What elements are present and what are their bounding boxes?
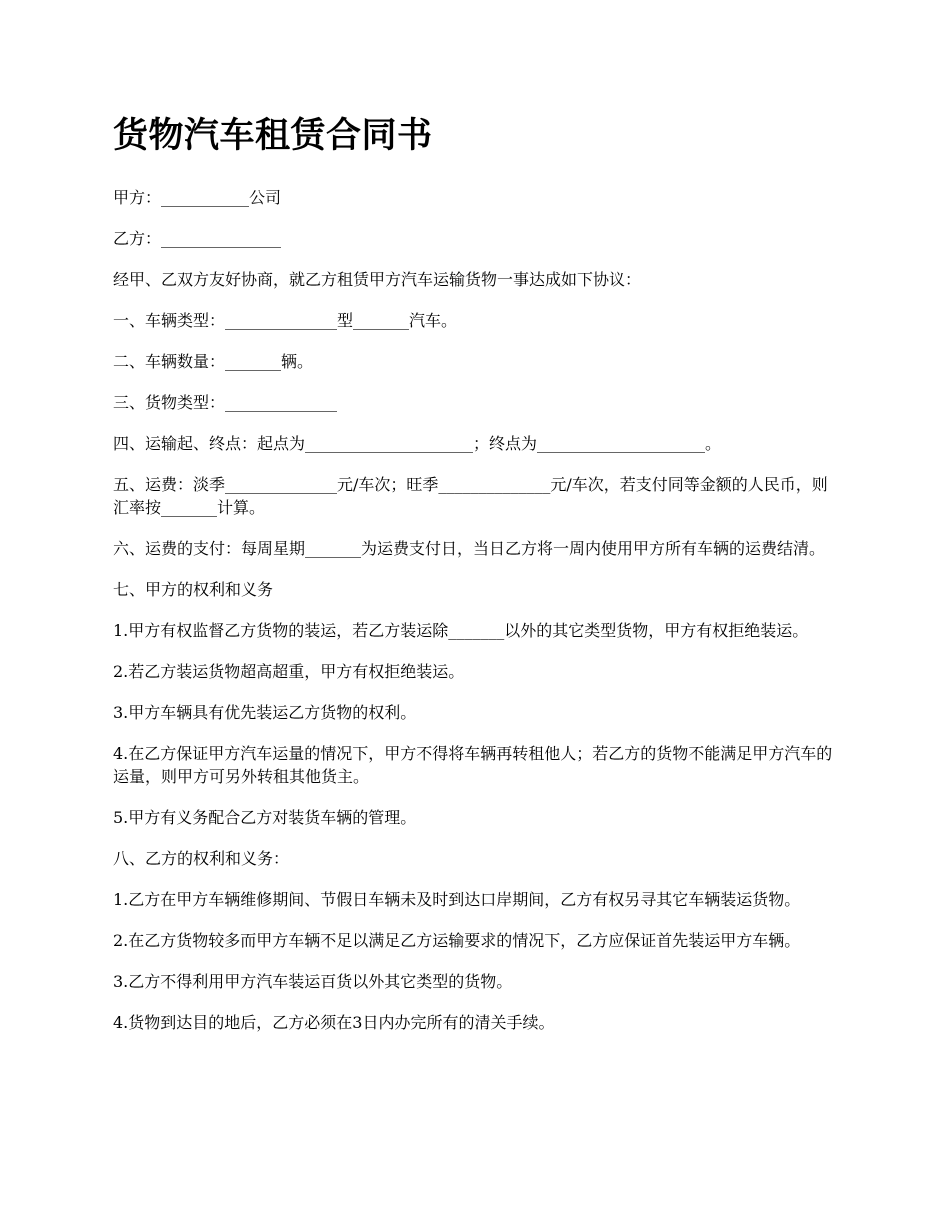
preamble-paragraph: 经甲、乙双方友好协商，就乙方租赁甲方汽车运输货物一事达成如下协议： (113, 270, 642, 289)
party-a-item-4: 4.在乙方保证甲方汽车运量的情况下，甲方不得将车辆再转租他人；若乙方的货物不能满足甲方汽车的运量，则甲方可另外转租其他货主。 (113, 744, 833, 786)
clause-vehicle-type: 一、车辆类型：______________型_______汽车。 (113, 311, 458, 330)
document-page (113, 112, 838, 1052)
section-party-b-rights: 八、乙方的权利和义务： (113, 849, 290, 868)
clause-cargo-type: 三、货物类型：______________ (113, 393, 338, 412)
party-a-item-3: 3.甲方车辆具有优先装运乙方货物的权利。 (113, 703, 417, 722)
clause-route: 四、运输起、终点：起点为_____________________；终点为_____________________。 (113, 434, 722, 453)
clause-freight-rate: 五、运费：淡季______________元/车次；旺季______________元/车次，若支付同等金额的人民币，则汇率按_______计算。 (113, 475, 828, 517)
party-b-item-3: 3.乙方不得利用甲方汽车装运百货以外其它类型的货物。 (113, 972, 513, 991)
clause-vehicle-count: 二、车辆数量：_______辆。 (113, 352, 314, 371)
party-a-item-1: 1.甲方有权监督乙方货物的装运，若乙方装运除_______以外的其它类型货物，甲方有权拒绝装运。 (113, 621, 809, 640)
party-b-item-4: 4.货物到达目的地后，乙方必须在3日内办完所有的清关手续。 (113, 1013, 555, 1032)
party-a-item-5: 5.甲方有义务配合乙方对装货车辆的管理。 (113, 808, 417, 827)
document-title: 货物汽车租赁合同书 (113, 115, 433, 156)
clause-freight-payment: 六、运费的支付：每周星期_______为运费支付日，当日乙方将一周内使用甲方所有车辆的运费结清。 (113, 539, 826, 558)
party-a-line: 甲方：___________公司 (113, 188, 282, 207)
section-party-a-rights: 七、甲方的权利和义务 (113, 580, 274, 599)
party-b-item-2: 2.在乙方货物较多而甲方车辆不足以满足乙方运输要求的情况下，乙方应保证首先装运甲方车辆。 (113, 931, 801, 950)
party-b-item-1: 1.乙方在甲方车辆维修期间、节假日车辆未及时到达口岸期间，乙方有权另寻其它车辆装运货物。 (113, 890, 801, 909)
party-a-item-2: 2.若乙方装运货物超高超重，甲方有权拒绝装运。 (113, 662, 465, 681)
party-b-line: 乙方：_______________ (113, 229, 282, 248)
